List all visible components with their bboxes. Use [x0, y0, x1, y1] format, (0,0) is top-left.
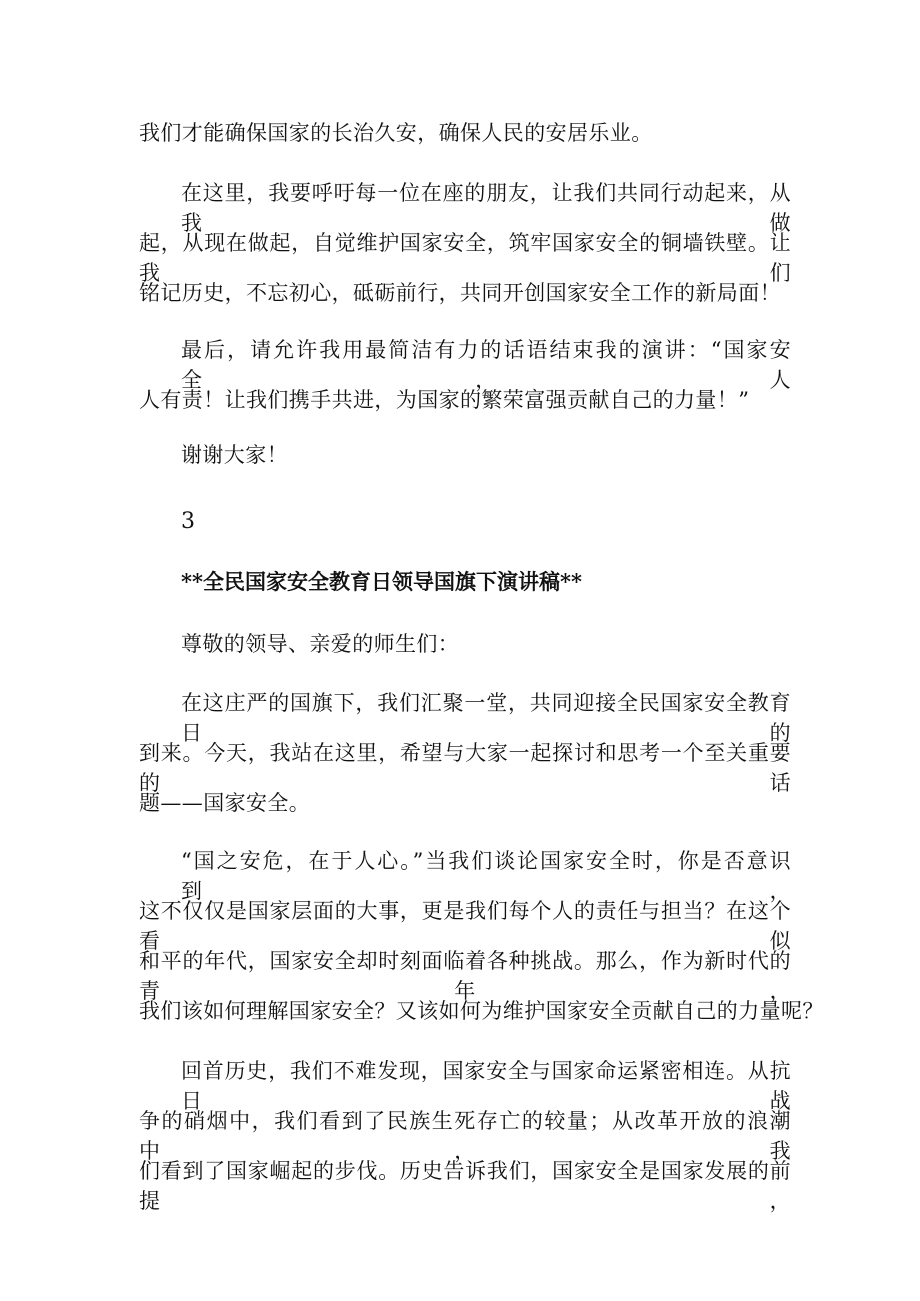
paragraph-line: 到来。今天，我站在这里，希望与大家一起探讨和思考一个至关重要的话	[139, 741, 791, 795]
section-heading: **全民国家安全教育日领导国旗下演讲稿**	[181, 569, 582, 594]
paragraph-line: 在这里，我要呼吁每一位在座的朋友，让我们共同行动起来，从我做	[181, 181, 791, 235]
paragraph-line: 我们该如何理解国家安全？又该如何为维护国家安全贡献自己的力量呢？	[139, 999, 824, 1023]
page-number: 3	[181, 509, 195, 534]
paragraph-line: 和平的年代，国家安全却时刻面临着各种挑战。那么，作为新时代的青年，	[139, 949, 791, 1003]
paragraph-line: 人有责！让我们携手共进，为国家的繁荣富强贡献自己的力量！”	[139, 388, 750, 412]
paragraph-line: 谢谢大家！	[181, 443, 288, 467]
paragraph-line: “国之安危，在于人心。”当我们谈论国家安全时，你是否意识到，	[181, 849, 791, 903]
paragraph-line: 我们才能确保国家的长治久安，确保人民的安居乐业。	[139, 121, 653, 145]
paragraph-line: 题——国家安全。	[139, 791, 311, 815]
paragraph-line: 尊敬的领导、亲爱的师生们：	[181, 632, 460, 656]
paragraph-line: 起，从现在做起，自觉维护国家安全，筑牢国家安全的铜墙铁壁。让我们	[139, 231, 791, 285]
paragraph-line: 们看到了国家崛起的步伐。历史告诉我们，国家安全是国家发展的前提，	[139, 1159, 791, 1213]
paragraph-line: 回首历史，我们不难发现，国家安全与国家命运紧密相连。从抗日战	[181, 1059, 791, 1113]
paragraph-line: 争的硝烟中，我们看到了民族生死存亡的较量；从改革开放的浪潮中，我	[139, 1109, 791, 1163]
paragraph-line: 这不仅仅是国家层面的大事，更是我们每个人的责任与担当？在这个看似	[139, 899, 791, 953]
paragraph-line: 铭记历史，不忘初心，砥砺前行，共同开创国家安全工作的新局面！	[139, 281, 781, 305]
paragraph-line: 最后，请允许我用最简洁有力的话语结束我的演讲：“国家安全，人	[181, 338, 791, 392]
paragraph-line: 在这庄严的国旗下，我们汇聚一堂，共同迎接全民国家安全教育日的	[181, 691, 791, 745]
